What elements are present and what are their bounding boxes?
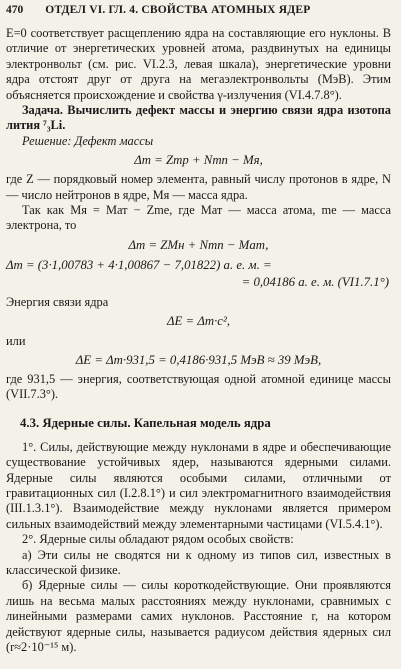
formula-mass-defect-atomic: Δm = ZMн + Nmn − Mат, [128,237,269,252]
formula-calculation: Δm = (3·1,00783 + 4·1,00867 − 7,01822) а. е. м. = [6,257,272,272]
paragraph-definitions: где Z — порядковый номер элемента, равный числу протонов в ядре, N — число нейтронов в ядре, Mя — масса ядра. [6,172,391,202]
formula-binding-energy: ΔE = Δm·c², [166,313,231,328]
paragraph-unit-note: где 931,5 — энергия, соответствующая одной атомной единице массы (VII.7.3°). [6,371,391,402]
or-label: или [6,333,26,348]
paragraph-atomic-mass: Так как Mя = Mат − Zme, где Mат — масса атома, me — масса электрона, то [6,203,391,233]
paragraph-nuclear-forces: 1°. Силы, действующие между нуклонами в ядре и обеспечивающие существование устойчивых ядер, называются ядерными силами. Ядерные силы являются особыми силами, отличными от гравитационных сил (I.2.8.1°) и сил электромагнитного взаимодействия (III.1.3.1°). Взаимодействие между нуклонами является примером сильных взаимодействий между элементарными частицами (VI.5.4.1°). [6,439,391,531]
page-header [6,0,391,26]
solution-label: Решение: Дефект массы [22,133,154,148]
binding-energy-label: Энергия связи ядра [6,294,109,309]
formula-binding-energy-value: ΔE = Δm·931,5 = 0,4186·931,5 МэВ ≈ 39 МэВ, [75,352,322,367]
paragraph-property-b: б) Ядерные силы — силы короткодействующие. Они проявляются лишь на весьма малых расстояниях между нуклонами, сравнимых с линейными размерами самих нуклонов. Расстояние r, на котором действуют ядерные силы, называется радиусом действия ядерных сил (r≈2·10⁻¹⁵ м). [6,578,391,654]
paragraph-intro: E=0 соответствует расщеплению ядра на составляющие его нуклоны. В отличие от энергетических уровней атома, раздвинутых на единицы электронвольт (см. рис. VI.2.3, левая шкала), энергетические уровни ядра отстоят друг от друга на мегаэлектронвольты (МэВ). Этим объясняется происхождение и свойства γ-излучения (VI.4.7.8°). [6,26,391,102]
formula-result: = 0,04186 а. е. м. (VI1.7.1°) [241,274,389,289]
formula-mass-defect: Δm = Zmp + Nmn − Mя, [134,153,263,168]
running-title: ОТДЕЛ VI. ГЛ. 4. СВОЙСТВА АТОМНЫХ ЯДЕР [45,4,311,16]
paragraph-property-a: а) Эти силы не сводятся ни к одному из типов сил, известных в классической физике. [6,547,391,577]
page-number: 470 [6,4,24,16]
paragraph-properties: 2°. Ядерные силы обладают рядом особых свойств: [22,532,294,547]
task-paragraph: Задача. Вычислить дефект массы и энергию связи ядра изотопа лития ⁷₃Li. [6,103,391,133]
section-heading: 4.3. Ядерные силы. Капельная модель ядра [20,415,271,430]
